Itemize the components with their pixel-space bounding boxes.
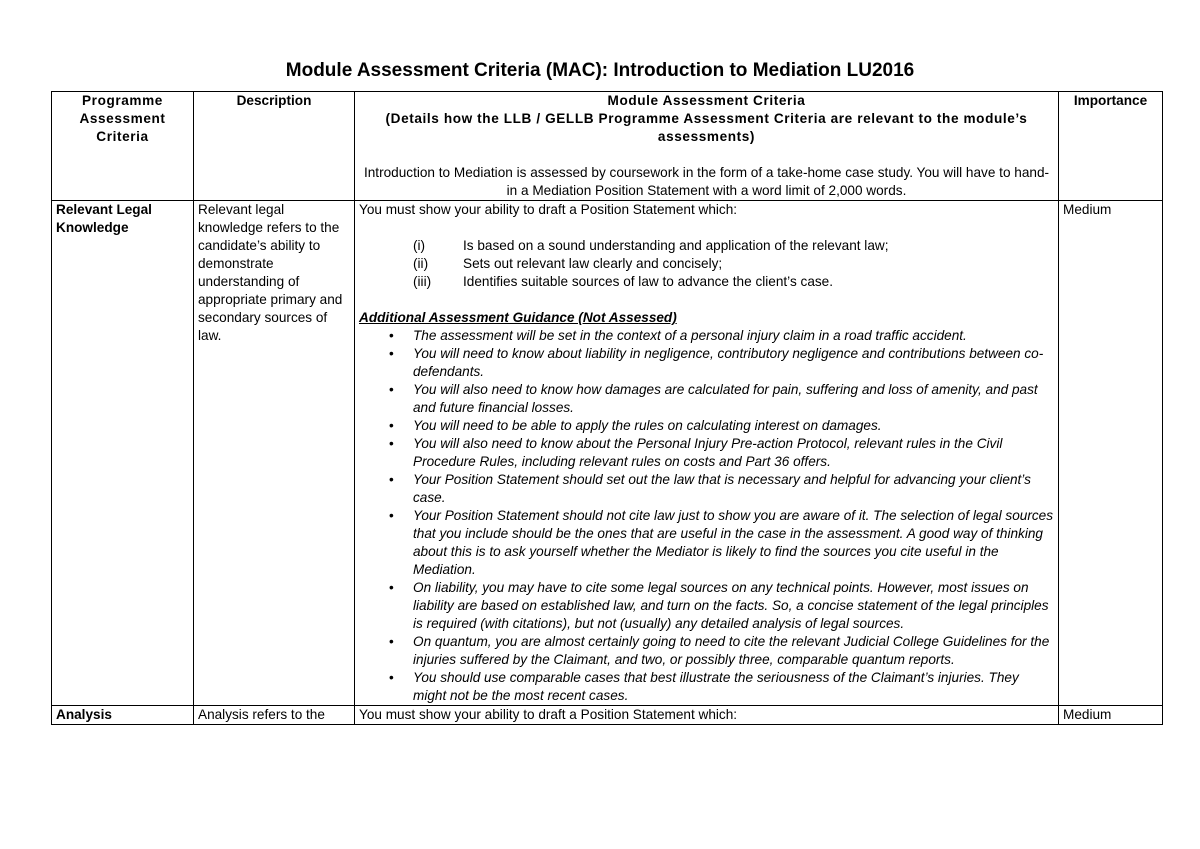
description-cell: Relevant legal knowledge refers to the candidate’s ability to demonstrate understanding of appropriate primary and secondary sources of law. [194, 201, 355, 706]
guidance-item: • On liability, you may have to cite some legal sources on any technical points. However, most issues on liability are based on established law, and turn on the facts. So, a concise statement of the legal principles is required (with citations), but not (usually) any detailed analysis of legal sources. [413, 579, 1054, 633]
header-module-note: Introduction to Mediation is assessed by coursework in the form of a take-home case study. You will have to hand-in a Mediation Position Statement with a word limit of 2,000 words. [363, 165, 1050, 198]
table-row [52, 201, 1163, 706]
module-criteria-cell: You must show your ability to draft a Position Statement which: [355, 706, 1059, 725]
list-item-number: (iii) [413, 274, 432, 289]
header-description: Description [194, 92, 355, 201]
description-cell: Analysis refers to the [194, 706, 355, 725]
guidance-item: • Your Position Statement should not cite law just to show you are aware of it. The selection of legal sources that you include should be the ones that are useful in the case in the assessment. A good way of thinking about this is to ask yourself whether the Mediator is likely to find the sources you cite useful in the Mediation. [413, 507, 1054, 579]
guidance-item: • You should use comparable cases that best illustrate the seriousness of the Claimant’s injuries. They might not be the most recent cases. [413, 669, 1054, 705]
guidance-item: • You will need to be able to apply the rules on calculating interest on damages. [413, 417, 1054, 435]
list-item [413, 255, 1054, 273]
criteria-cell: Analysis [52, 706, 194, 725]
list-item-number: (ii) [413, 256, 429, 271]
guidance-heading: Additional Assessment Guidance (Not Assessed) [359, 310, 677, 325]
table-header-row [52, 92, 1163, 201]
header-importance: Importance [1059, 92, 1163, 201]
list-item-text: Sets out relevant law clearly and concisely; [463, 256, 723, 271]
table-row [52, 706, 1163, 725]
list-item-number: (i) [413, 238, 426, 253]
importance-cell: Medium [1059, 201, 1163, 706]
module-criteria-cell [355, 201, 1059, 706]
guidance-item: • On quantum, you are almost certainly going to need to cite the relevant Judicial College Guidelines for the injuries suffered by the Claimant, and two, or possibly three, comparable quantum reports. [413, 633, 1054, 669]
assessment-criteria-table [51, 91, 1163, 725]
guidance-item: • The assessment will be set in the context of a personal injury claim in a road traffic accident. [413, 327, 1054, 345]
header-module-criteria-title: Module Assessment Criteria [607, 93, 806, 108]
criteria-list [359, 237, 1054, 291]
guidance-item: • You will need to know about liability in negligence, contributory negligence and contributions between co-defendants. [413, 345, 1054, 381]
guidance-list [359, 327, 1054, 705]
guidance-item: • Your Position Statement should set out the law that is necessary and helpful for advancing your client’s case. [413, 471, 1054, 507]
header-module-criteria-subtitle: (Details how the LLB / GELLB Programme Assessment Criteria are relevant to the module’s assessments) [385, 111, 1028, 144]
list-item [413, 237, 1054, 255]
criteria-intro: You must show your ability to draft a Position Statement which: [359, 202, 738, 217]
guidance-item: • You will also need to know about the Personal Injury Pre-action Protocol, relevant rules in the Civil Procedure Rules, including relevant rules on costs and Part 36 offers. [413, 435, 1054, 471]
header-module-criteria [355, 92, 1059, 201]
list-item [413, 273, 1054, 291]
page-title: Module Assessment Criteria (MAC): Introduction to Mediation LU2016 [285, 60, 915, 81]
list-item-text: Is based on a sound understanding and application of the relevant law; [463, 238, 889, 253]
header-programme-criteria: Programme Assessment Criteria [52, 92, 194, 201]
guidance-item: • You will also need to know how damages are calculated for pain, suffering and loss of amenity, and past and future financial losses. [413, 381, 1054, 417]
importance-cell: Medium [1059, 706, 1163, 725]
criteria-cell: Relevant Legal Knowledge [52, 201, 194, 706]
list-item-text: Identifies suitable sources of law to advance the client’s case. [463, 274, 834, 289]
